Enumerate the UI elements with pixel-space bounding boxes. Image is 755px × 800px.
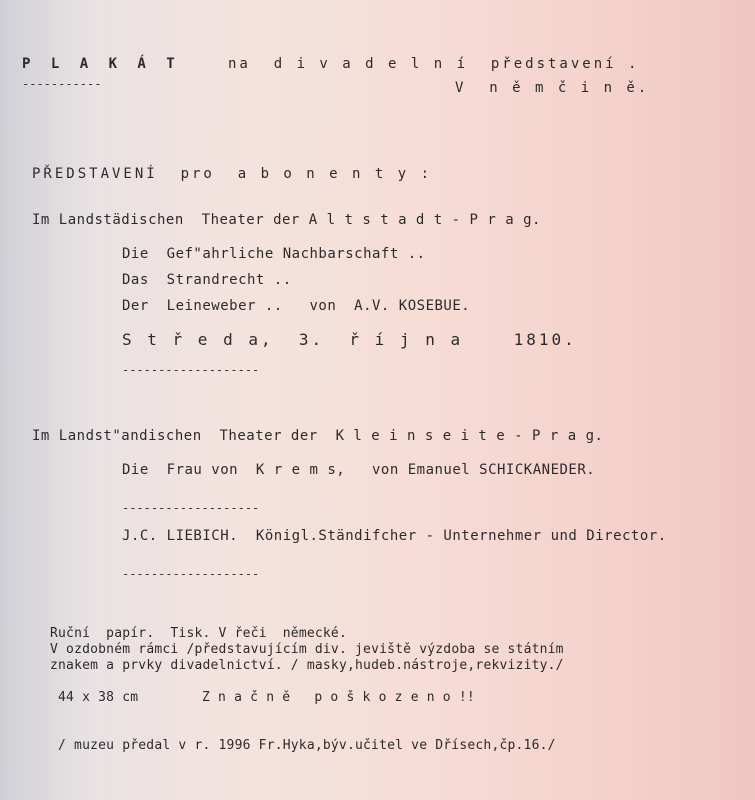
section2-separator-1: -------------------	[122, 501, 260, 515]
section1-heading: PŘEDSTAVENÍ pro a b o n e n t y :	[32, 166, 433, 182]
section2-separator-2: -------------------	[122, 567, 260, 581]
section1-separator: -------------------	[122, 363, 260, 377]
description-line-2: V ozdobném rámci /představujícím div. jeviště výzdoba se státním	[50, 642, 564, 657]
performance-date: S t ř e d a, 3. ř í j n a 1810.	[122, 330, 577, 349]
poster-size: 44 x 38 cm	[58, 690, 139, 705]
subtitle-line-2: V n ě m č i n ě.	[455, 80, 650, 96]
play-2: Das Strandrecht ..	[122, 272, 292, 288]
poster-condition: Z n a č n ě p o š k o z e n o !!	[202, 690, 475, 705]
description-line-3: znakem a prvky divadelnictví. / masky,hudeb.nástroje,rekvizity./	[50, 658, 564, 673]
title-underline: -----------	[22, 77, 102, 91]
director-line: J.C. LIEBICH. Königl.Ständifcher - Unternehmer und Director.	[122, 528, 667, 544]
poster-title: P L A K Á T	[22, 56, 181, 72]
description-line-1: Ruční papír. Tisk. V řeči německé.	[50, 626, 347, 641]
section2-theater: Im Landst"andischen Theater der K l e i n s e i t e - P r a g.	[32, 428, 604, 444]
play-1: Die Gef"ahrliche Nachbarschaft ..	[122, 246, 426, 262]
section1-theater: Im Landstädischen Theater der A l t s t a d t - P r a g.	[32, 212, 541, 228]
donor-note: / muzeu předal v r. 1996 Fr.Hyka,býv.učitel ve Dřísech,čp.16./	[58, 738, 556, 753]
play-3: Der Leineweber .. von A.V. KOSEBUE.	[122, 298, 471, 314]
section2-play: Die Frau von K r e m s, von Emanuel SCHICKANEDER.	[122, 462, 596, 478]
subtitle-line-1: na d i v a d e l n í představení .	[228, 56, 640, 72]
